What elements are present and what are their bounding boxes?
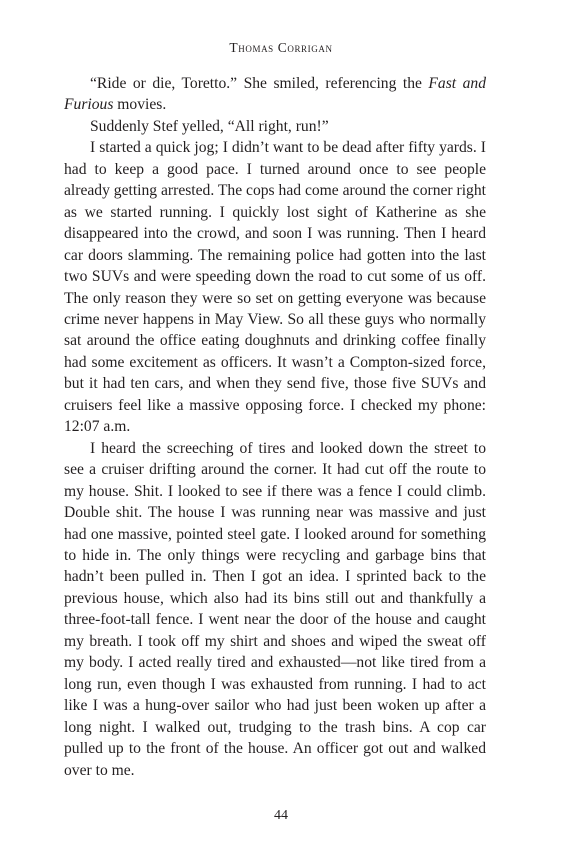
page-number: 44 — [274, 808, 288, 823]
paragraph: I heard the screeching of tires and looked down the street to see a cruiser drifting around the corner. It had cut off the route to my house. Shit. I looked to see if there was a fence I could climb. Double shit. The house I was running near was massive and just had one massive, pointed steel gate. I looked around for something to hide in. The only things were recycling and garbage bins that hadn’t been pulled in. Then I got an idea. I sprinted back to the previous house, which also had its bins still out and thankfully a three-foot-tall fence. I went near the door of the house and caught my breath. I took off my shirt and shoes and wiped the sweat off my body. I acted really tired and exhausted—not like tired from a long run, even though I was exhausted from running. I had to act like I was a hung-over sailor who had just been woken up after a long night. I walked out, trudging to the trash bins. A cop car pulled up to the front of the house. An officer got out and walked over to me. — [64, 439, 486, 779]
paragraph — [64, 73, 486, 116]
paragraph-text: “Ride or die, Toretto.” She smiled, referencing the — [90, 75, 429, 92]
paragraph: I started a quick jog; I didn’t want to be dead after fifty yards. I had to keep a good pace. I turned around once to see people already getting arrested. The cops had come around the corner right as we started running. I quickly lost sight of Katherine as she disappeared into the crowd, and soon I was running. Then I heard car doors slamming. The remaining police had gotten into the last two SUVs and were speeding down the road to cut some of us off. The only reason they were so set on getting everyone was because crime never happens in May View. So all these guys who normally sat around the office eating doughnuts and drinking coffee finally had some excitement as officers. It wasn’t a Compton-sized force, but it had ten cars, and when they send five, those five SUVs and cruisers feel like a massive opposing force. I checked my phone: 12:07 a.m. — [64, 139, 486, 436]
paragraph: Suddenly Stef yelled, “All right, run!” — [90, 117, 329, 135]
body-text — [64, 73, 486, 781]
running-head: Thomas Corrigan — [229, 40, 333, 55]
movie-title-italic: Fast and Furious — [64, 75, 486, 114]
paragraph-text: movies. — [113, 96, 167, 114]
